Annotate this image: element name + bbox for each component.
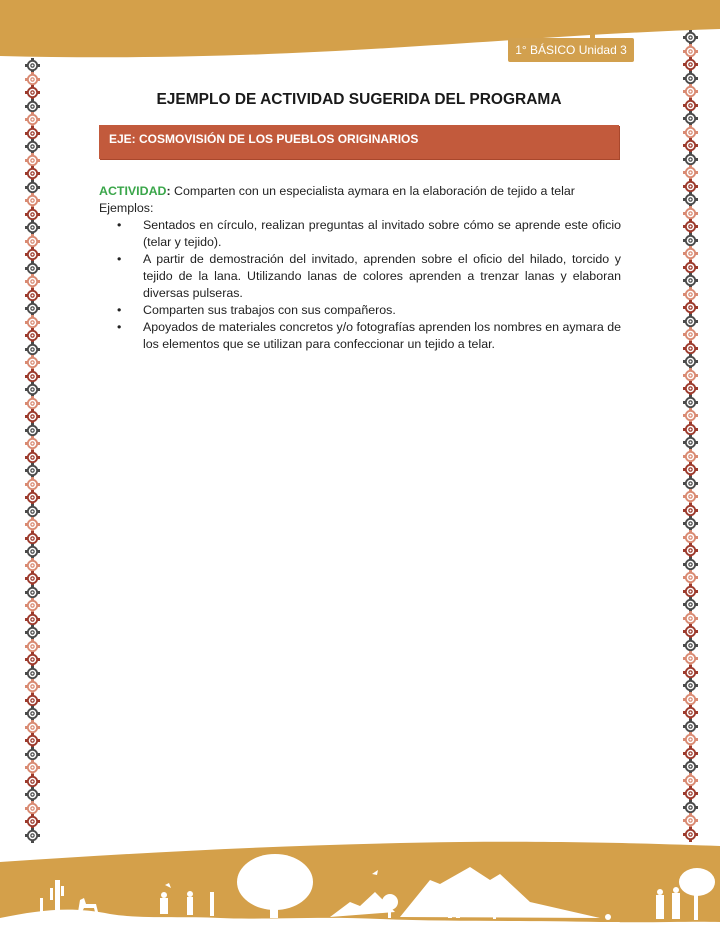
examples-list	[99, 217, 621, 353]
examples-label: Ejemplos:	[99, 201, 154, 215]
activity-text: Comparten con un especialista aymara en la elaboración de tejido a telar	[170, 184, 575, 198]
bullet-icon: •	[117, 252, 122, 266]
axis-banner-text: EJE: COSMOVISIÓN DE LOS PUEBLOS ORIGINARIOS	[109, 132, 419, 146]
axis-banner	[99, 125, 619, 159]
example-item	[99, 251, 621, 302]
example-text: A partir de demostración del invitado, aprenden sobre el oficio del hilado, torcido y tejido de la lana. Utilizando lanas de colores aprenden a trenzar lanas y elaboran diversas pulseras.	[143, 252, 621, 300]
activity-content	[99, 183, 621, 353]
grade-unit-badge: 1° BÁSICO Unidad 3	[508, 38, 634, 62]
activity-label: ACTIVIDAD	[99, 184, 167, 198]
left-pattern-border	[22, 58, 42, 841]
example-text: Apoyados de materiales concretos y/o fotografías aprenden los nombres en aymara de los elementos que se utilizan para confeccionar un tejido a telar.	[143, 320, 622, 351]
example-text: Sentados en círculo, realizan preguntas al invitado sobre cómo se aprende este oficio (telar y tejido).	[143, 218, 621, 249]
example-item	[99, 319, 621, 353]
activity-line	[99, 183, 621, 200]
bullet-icon: •	[117, 303, 122, 317]
example-item	[99, 302, 621, 319]
activity-colon: :	[166, 184, 171, 198]
example-text: Comparten sus trabajos con sus compañeros.	[143, 303, 396, 317]
example-item	[99, 217, 621, 251]
bullet-icon: •	[117, 320, 122, 334]
page-title: EJEMPLO DE ACTIVIDAD SUGERIDA DEL PROGRAMA	[156, 91, 562, 108]
right-pattern-border	[680, 30, 700, 840]
footer-landscape	[0, 822, 720, 932]
bullet-icon: •	[117, 218, 122, 232]
